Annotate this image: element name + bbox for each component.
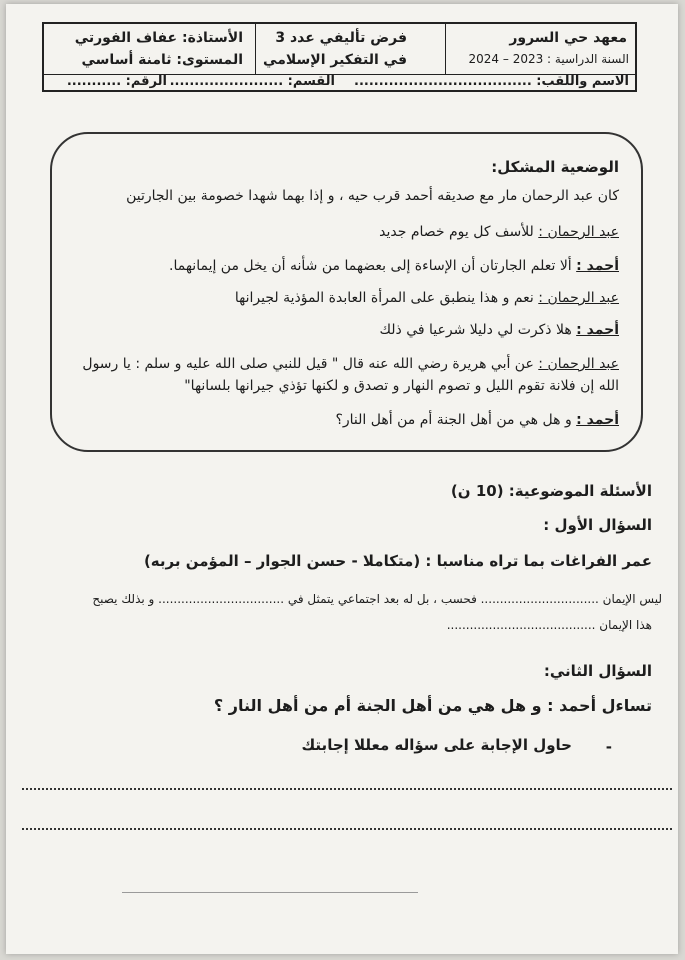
situation-intro: كان عبد الرحمان مار مع صديقه أحمد قرب حيه ، و إذا بهما شهدا خصومة بين الجارتين bbox=[126, 188, 619, 204]
question-2-task: حاول الإجابة على سؤاله معللا إجابتك bbox=[301, 736, 572, 754]
test-cell bbox=[255, 24, 445, 74]
question-1-instruction: عمر الفراغات بما تراه مناسبا : (متكاملا - حسن الجوار – المؤمن بربه) bbox=[143, 552, 652, 570]
dialogue-line bbox=[379, 322, 619, 338]
dialogue-line bbox=[379, 224, 619, 240]
dialogue-text: ألا تعلم الجارتان أن الإساءة إلى بعضهما من شأنه أن يخل من إيمانهما. bbox=[169, 258, 577, 274]
dialogue-line bbox=[184, 378, 619, 394]
school-name: معهد حي السرور bbox=[509, 30, 627, 46]
number-field[interactable]: الرقم: ........... bbox=[66, 74, 167, 89]
question-1-blank-line[interactable]: ليس الإيمان ............................... فحسب ، بل له بعد اجتماعي يتمثل في ................................. و بذلك يصبح bbox=[92, 592, 662, 606]
school-year: السنة الدراسية : 2023 – 2024 bbox=[468, 52, 629, 66]
dialogue-line bbox=[169, 258, 619, 274]
bullet-dash: - bbox=[605, 738, 612, 756]
speaker: عبد الرحمان : bbox=[538, 356, 619, 372]
teacher-cell bbox=[44, 24, 255, 74]
dialogue-text: نعم و هذا ينطبق على المرأة العابدة المؤذية لجيرانها bbox=[234, 290, 539, 306]
answer-line[interactable] bbox=[22, 828, 672, 830]
question-1-title: السؤال الأول : bbox=[543, 516, 652, 534]
dialogue-text: عن أبي هريرة رضي الله عنه قال " قيل للنبي صلى الله عليه و سلم : يا رسول bbox=[82, 356, 539, 372]
name-field[interactable]: الاسم واللقب: .................................... bbox=[354, 74, 629, 89]
speaker: أحمد : bbox=[576, 412, 619, 428]
speaker: أحمد : bbox=[576, 322, 619, 338]
exam-header bbox=[42, 22, 637, 92]
question-2-text: تساءل أحمد : و هل هي من أهل الجنة أم من أهل النار ؟ bbox=[213, 696, 652, 715]
student-info-row bbox=[44, 74, 635, 92]
question-1-blank-line[interactable]: هذا الإيمان ....................................... bbox=[446, 618, 652, 632]
question-2-title: السؤال الثاني: bbox=[543, 662, 652, 680]
answer-line[interactable] bbox=[22, 788, 672, 790]
dialogue-line bbox=[235, 290, 619, 306]
teacher: الأستاذة: عفاف الفورتي bbox=[74, 30, 243, 46]
dialogue-text: هلا ذكرت لي دليلا شرعيا في ذلك bbox=[379, 322, 577, 338]
dialogue-line bbox=[82, 356, 619, 372]
speaker: أحمد : bbox=[576, 258, 619, 274]
level: المستوى: ثامنة أساسي bbox=[81, 52, 243, 68]
situation-title: الوضعية المشكل: bbox=[491, 158, 619, 176]
test-title: فرض تأليفي عدد 3 bbox=[275, 30, 407, 46]
dialogue-line bbox=[335, 412, 619, 428]
objective-questions-title: الأسئلة الموضوعية: (10 ن) bbox=[450, 482, 652, 500]
school-cell bbox=[445, 24, 635, 74]
dialogue-text: و هل هي من أهل الجنة أم من أهل النار؟ bbox=[335, 412, 577, 428]
subject: في التفكير الإسلامي bbox=[263, 52, 407, 68]
dialogue-text: الله إن فلانة تقوم الليل و تصوم النهار و تصدق و لكنها تؤذي جيرانها بلسانها" bbox=[184, 378, 619, 394]
problem-situation-box bbox=[50, 132, 643, 452]
speaker: عبد الرحمان : bbox=[538, 290, 619, 306]
exam-paper bbox=[6, 4, 678, 954]
section-field[interactable]: القسم: ....................... bbox=[169, 74, 335, 89]
dialogue-text: للأسف كل يوم خصام جديد bbox=[379, 224, 539, 240]
faint-rule bbox=[122, 892, 418, 893]
speaker: عبد الرحمان : bbox=[538, 224, 619, 240]
